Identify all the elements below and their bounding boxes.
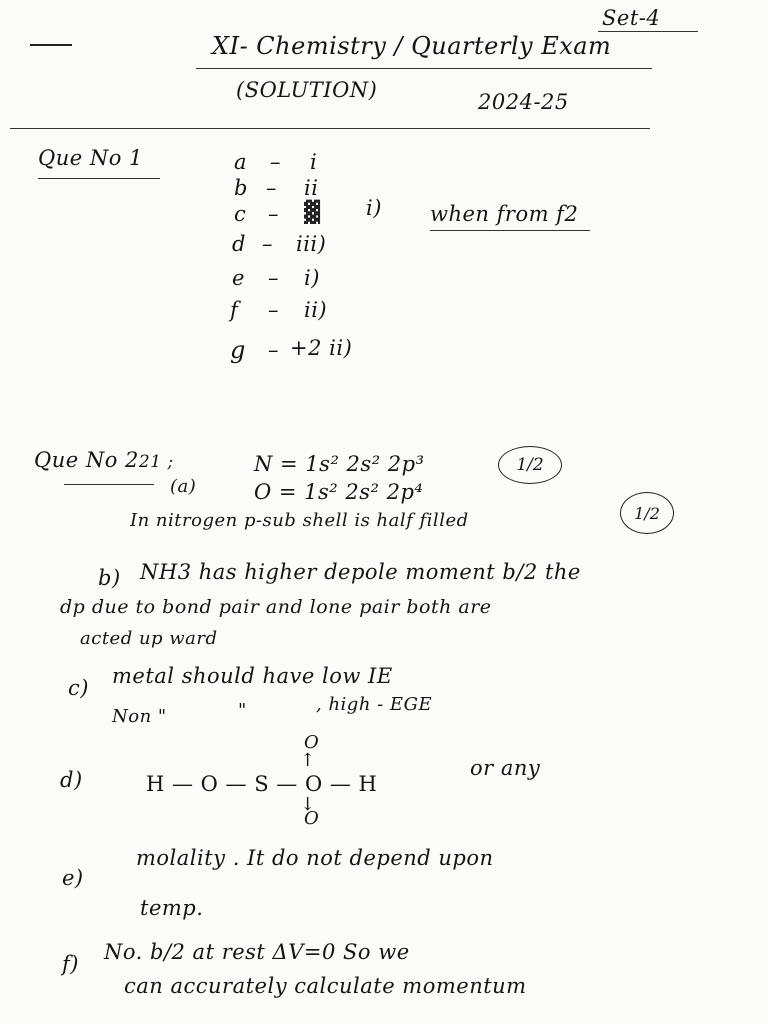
q2-n-config: N = 1s² 2s² 2p³: [254, 452, 425, 476]
q2f-text: can accurately calculate momentum: [124, 974, 527, 998]
q2-o-config: O = 1s² 2s² 2p⁴: [254, 480, 424, 504]
q1-underline: [38, 178, 160, 179]
q2-underline: [64, 484, 154, 485]
q2c-ditto: ": [238, 700, 247, 721]
q1-value: ii): [304, 298, 328, 322]
q1-dash: –: [268, 338, 279, 362]
q1-note: when from f2: [430, 202, 579, 226]
q2-sub-a: (a): [170, 476, 197, 497]
q2b-text: acted up ward: [80, 628, 218, 649]
q1-label: Que No 1: [38, 146, 143, 170]
q1-dash: –: [270, 150, 281, 174]
q2c-text: metal should have low IE: [112, 664, 393, 688]
q2d-or-any: or any: [470, 756, 541, 780]
q1-letter: d: [232, 232, 246, 256]
q2f-text: No. b/2 at rest ΔV=0 So we: [104, 940, 410, 964]
sulfuric-acid-formula: H — O — S — O — H: [146, 772, 378, 796]
q1-dash: –: [268, 202, 279, 226]
q2d-label: d): [60, 768, 83, 792]
q1-value: i): [366, 196, 382, 220]
solution-label: (SOLUTION): [236, 78, 378, 102]
q1-letter: e: [232, 266, 245, 290]
year-label: 2024-25: [478, 90, 569, 114]
q1-value: i: [310, 150, 318, 174]
q1-dash: –: [262, 232, 273, 256]
arrow-up-icon: ↑: [300, 750, 316, 771]
scribble-mark: ▓: [304, 200, 321, 224]
q1-value: +2 ii): [290, 336, 353, 360]
q1-note-underline: [430, 230, 590, 231]
q1-letter: f: [230, 298, 239, 322]
q2c-label: c): [68, 676, 89, 700]
set-underline: [598, 31, 698, 32]
q1-dash: –: [268, 266, 279, 290]
sulfuric-acid-bottom: O: [304, 808, 320, 829]
q1-value: i): [304, 266, 320, 290]
q1-dash: –: [268, 298, 279, 322]
q2b-text: NH3 has higher depole moment b/2 the: [140, 560, 581, 584]
half-mark-circle: 1/2: [620, 492, 674, 534]
q1-dash: –: [266, 176, 277, 200]
q2-label-text: Que No 2: [34, 448, 139, 472]
q2c-text: , high - EGE: [316, 694, 433, 715]
q1-letter: g: [230, 336, 246, 364]
q2b-label: b): [98, 566, 121, 590]
q1-letter: c: [234, 202, 247, 226]
sulfuric-acid-top: O: [304, 732, 320, 753]
half-mark-circle: 1/2: [498, 446, 562, 484]
q2e-text: temp.: [140, 896, 204, 920]
q1-value: iii): [296, 232, 327, 256]
set-label: Set-4: [602, 6, 661, 30]
arrow-down-icon: ↓: [300, 794, 316, 815]
q2c-text: Non ": [112, 706, 167, 727]
q2e-label: e): [62, 866, 84, 890]
margin-dash: [30, 44, 72, 46]
q2-nitrogen-text: In nitrogen p-sub shell is half filled: [130, 510, 469, 531]
q1-letter: b: [234, 176, 248, 200]
q2f-label: f): [62, 952, 79, 976]
q2-label: [34, 448, 174, 472]
q2e-text: molality . It do not depend upon: [136, 846, 494, 870]
title-underline: [196, 68, 652, 69]
q2b-text: dp due to bond pair and lone pair both are: [60, 596, 492, 618]
header-divider: [10, 128, 650, 129]
q2-marker: 21 ;: [138, 452, 174, 472]
q1-letter: a: [234, 150, 248, 174]
exam-title: XI- Chemistry / Quarterly Exam: [212, 32, 612, 60]
q1-value: ii: [304, 176, 319, 200]
